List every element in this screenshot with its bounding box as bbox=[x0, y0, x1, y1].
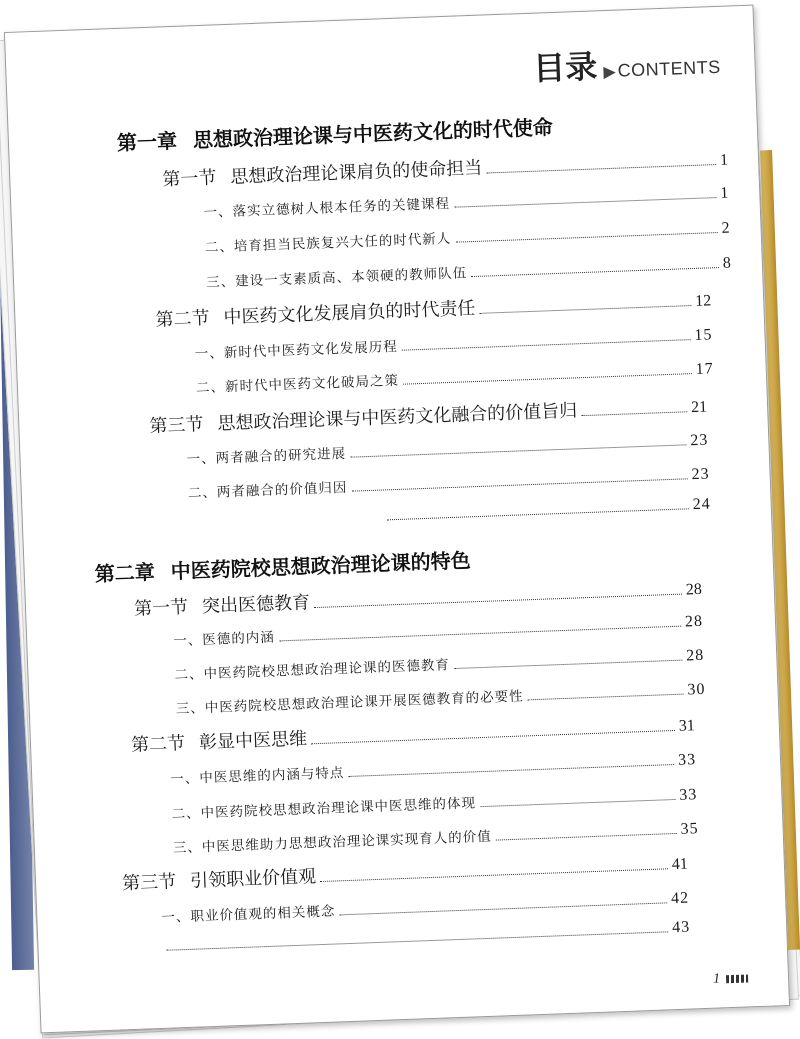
chapter-title: 思想政治理论课与中医药文化的时代使命 bbox=[192, 115, 554, 153]
toc-item bbox=[196, 357, 714, 397]
toc-section bbox=[155, 285, 712, 331]
item-title: 二、新时代中医药文化破局之策 bbox=[195, 372, 400, 397]
leader-dots bbox=[486, 164, 716, 173]
leader-dots bbox=[320, 868, 668, 882]
toc-item bbox=[383, 496, 711, 526]
leader-dots bbox=[528, 694, 684, 701]
section-label: 第三节 bbox=[149, 414, 204, 438]
section-label: 第三节 bbox=[121, 871, 177, 895]
leader-dots bbox=[314, 594, 682, 608]
leader-dots bbox=[387, 508, 689, 520]
section-label: 第一节 bbox=[162, 167, 217, 191]
page-number: 43 bbox=[671, 918, 691, 937]
section-title: 思想政治理论课肩负的使命担当 bbox=[229, 157, 483, 188]
leader-dots bbox=[279, 626, 681, 642]
leader-dots bbox=[480, 799, 675, 807]
contents-header bbox=[532, 37, 721, 90]
leader-dots bbox=[350, 444, 686, 457]
leader-dots bbox=[471, 267, 719, 277]
section-title: 突出医德教育 bbox=[201, 592, 311, 618]
item-title: 一、新时代中医药文化发展历程 bbox=[194, 338, 398, 363]
section-label: 第二节 bbox=[155, 307, 210, 331]
toc-item bbox=[162, 919, 690, 956]
leader-dots bbox=[454, 197, 716, 208]
item-title: 一、两者融合的研究进展 bbox=[186, 445, 347, 468]
item-title: 三、建设一支素质高、本领硬的教师队伍 bbox=[205, 265, 468, 291]
page-number: 33 bbox=[677, 751, 697, 769]
item-title: 三、中医思维助力思想政治理论课实现育人的价值 bbox=[172, 828, 493, 857]
chapter-heading bbox=[116, 111, 553, 156]
item-title: 一、落实立德树人根本任务的关键课程 bbox=[203, 195, 451, 221]
page-number: 17 bbox=[695, 360, 715, 378]
leader-dots bbox=[454, 660, 682, 669]
footer-page-number: 1 bbox=[712, 971, 721, 987]
leader-dots bbox=[167, 931, 669, 950]
leader-dots bbox=[311, 730, 675, 744]
toc-item bbox=[203, 182, 729, 222]
item-title: 一、中医思维的内涵与特点 bbox=[170, 765, 345, 788]
toc-item bbox=[204, 217, 730, 257]
page-number: 35 bbox=[680, 820, 699, 838]
page-number: 28 bbox=[685, 580, 703, 599]
page-number: 33 bbox=[679, 786, 698, 804]
section-title: 中医药文化发展肩负的时代责任 bbox=[223, 297, 476, 329]
section-label: 第二节 bbox=[130, 732, 186, 756]
page-number: 23 bbox=[691, 465, 710, 484]
page-number: 1 bbox=[719, 151, 729, 169]
page-number: 28 bbox=[684, 612, 704, 631]
leader-dots bbox=[496, 833, 677, 841]
toc-item bbox=[174, 644, 704, 684]
item-title: 一、职业价值观的相关概念 bbox=[161, 903, 336, 926]
item-title: 二、培育担当民族复兴大任的时代新人 bbox=[204, 230, 452, 256]
page-subtitle: CONTENTS bbox=[617, 56, 722, 81]
page-number: 8 bbox=[722, 254, 733, 272]
toc-item bbox=[186, 429, 708, 469]
play-arrow-icon: ▶ bbox=[603, 61, 617, 82]
page-number: 28 bbox=[685, 646, 705, 665]
leader-dots bbox=[348, 764, 674, 777]
leader-dots bbox=[480, 305, 692, 314]
page-number: 12 bbox=[694, 292, 712, 310]
book-ornament-icon bbox=[726, 974, 748, 983]
toc-item bbox=[206, 252, 732, 292]
page-footer bbox=[713, 970, 749, 987]
leader-dots bbox=[403, 373, 692, 385]
page-number: 1 bbox=[719, 184, 730, 202]
item-title: 一、医德的内涵 bbox=[173, 629, 276, 650]
section-title: 彰显中医思维 bbox=[198, 728, 308, 754]
page-number: 30 bbox=[687, 680, 706, 699]
section-title: 思想政治理论课与中医药文化融合的价值旨归 bbox=[217, 400, 578, 435]
chapter-title: 中医药院校思想政治理论课的特色 bbox=[170, 548, 472, 584]
page-number: 24 bbox=[692, 495, 711, 514]
leader-dots bbox=[402, 339, 691, 351]
toc-item bbox=[187, 463, 709, 503]
contents-page bbox=[4, 5, 790, 1034]
toc-section bbox=[131, 710, 696, 757]
item-title: 二、中医药院校思想政治理论课中医思维的体现 bbox=[171, 795, 477, 823]
item-title: 二、两者融合的价值归因 bbox=[187, 479, 348, 502]
toc-item bbox=[194, 323, 712, 363]
section-title: 引领职业价值观 bbox=[189, 866, 317, 892]
chapter-label: 第一章 bbox=[116, 128, 178, 155]
chapter-label: 第二章 bbox=[94, 559, 156, 587]
page-number: 31 bbox=[678, 717, 696, 735]
toc-item bbox=[171, 783, 697, 823]
leader-dots bbox=[351, 478, 687, 491]
item-title: 三、中医药院校思想政治理论课开展医德教育的必要性 bbox=[175, 688, 524, 718]
page-number: 41 bbox=[671, 855, 689, 874]
chapter-heading bbox=[94, 544, 471, 587]
item-title: 二、中医药院校思想政治理论课的医德教育 bbox=[174, 657, 451, 684]
leader-dots bbox=[455, 232, 717, 243]
page-number: 42 bbox=[670, 889, 690, 908]
leader-dots bbox=[339, 902, 667, 915]
page-number: 2 bbox=[721, 219, 731, 237]
page-number: 23 bbox=[690, 431, 709, 450]
toc-item bbox=[170, 748, 696, 788]
page-number: 15 bbox=[694, 326, 713, 344]
section-label: 第一节 bbox=[133, 596, 189, 620]
leader-dots bbox=[581, 411, 687, 416]
page-number: 21 bbox=[690, 398, 708, 417]
page-title: 目录 bbox=[532, 47, 598, 88]
